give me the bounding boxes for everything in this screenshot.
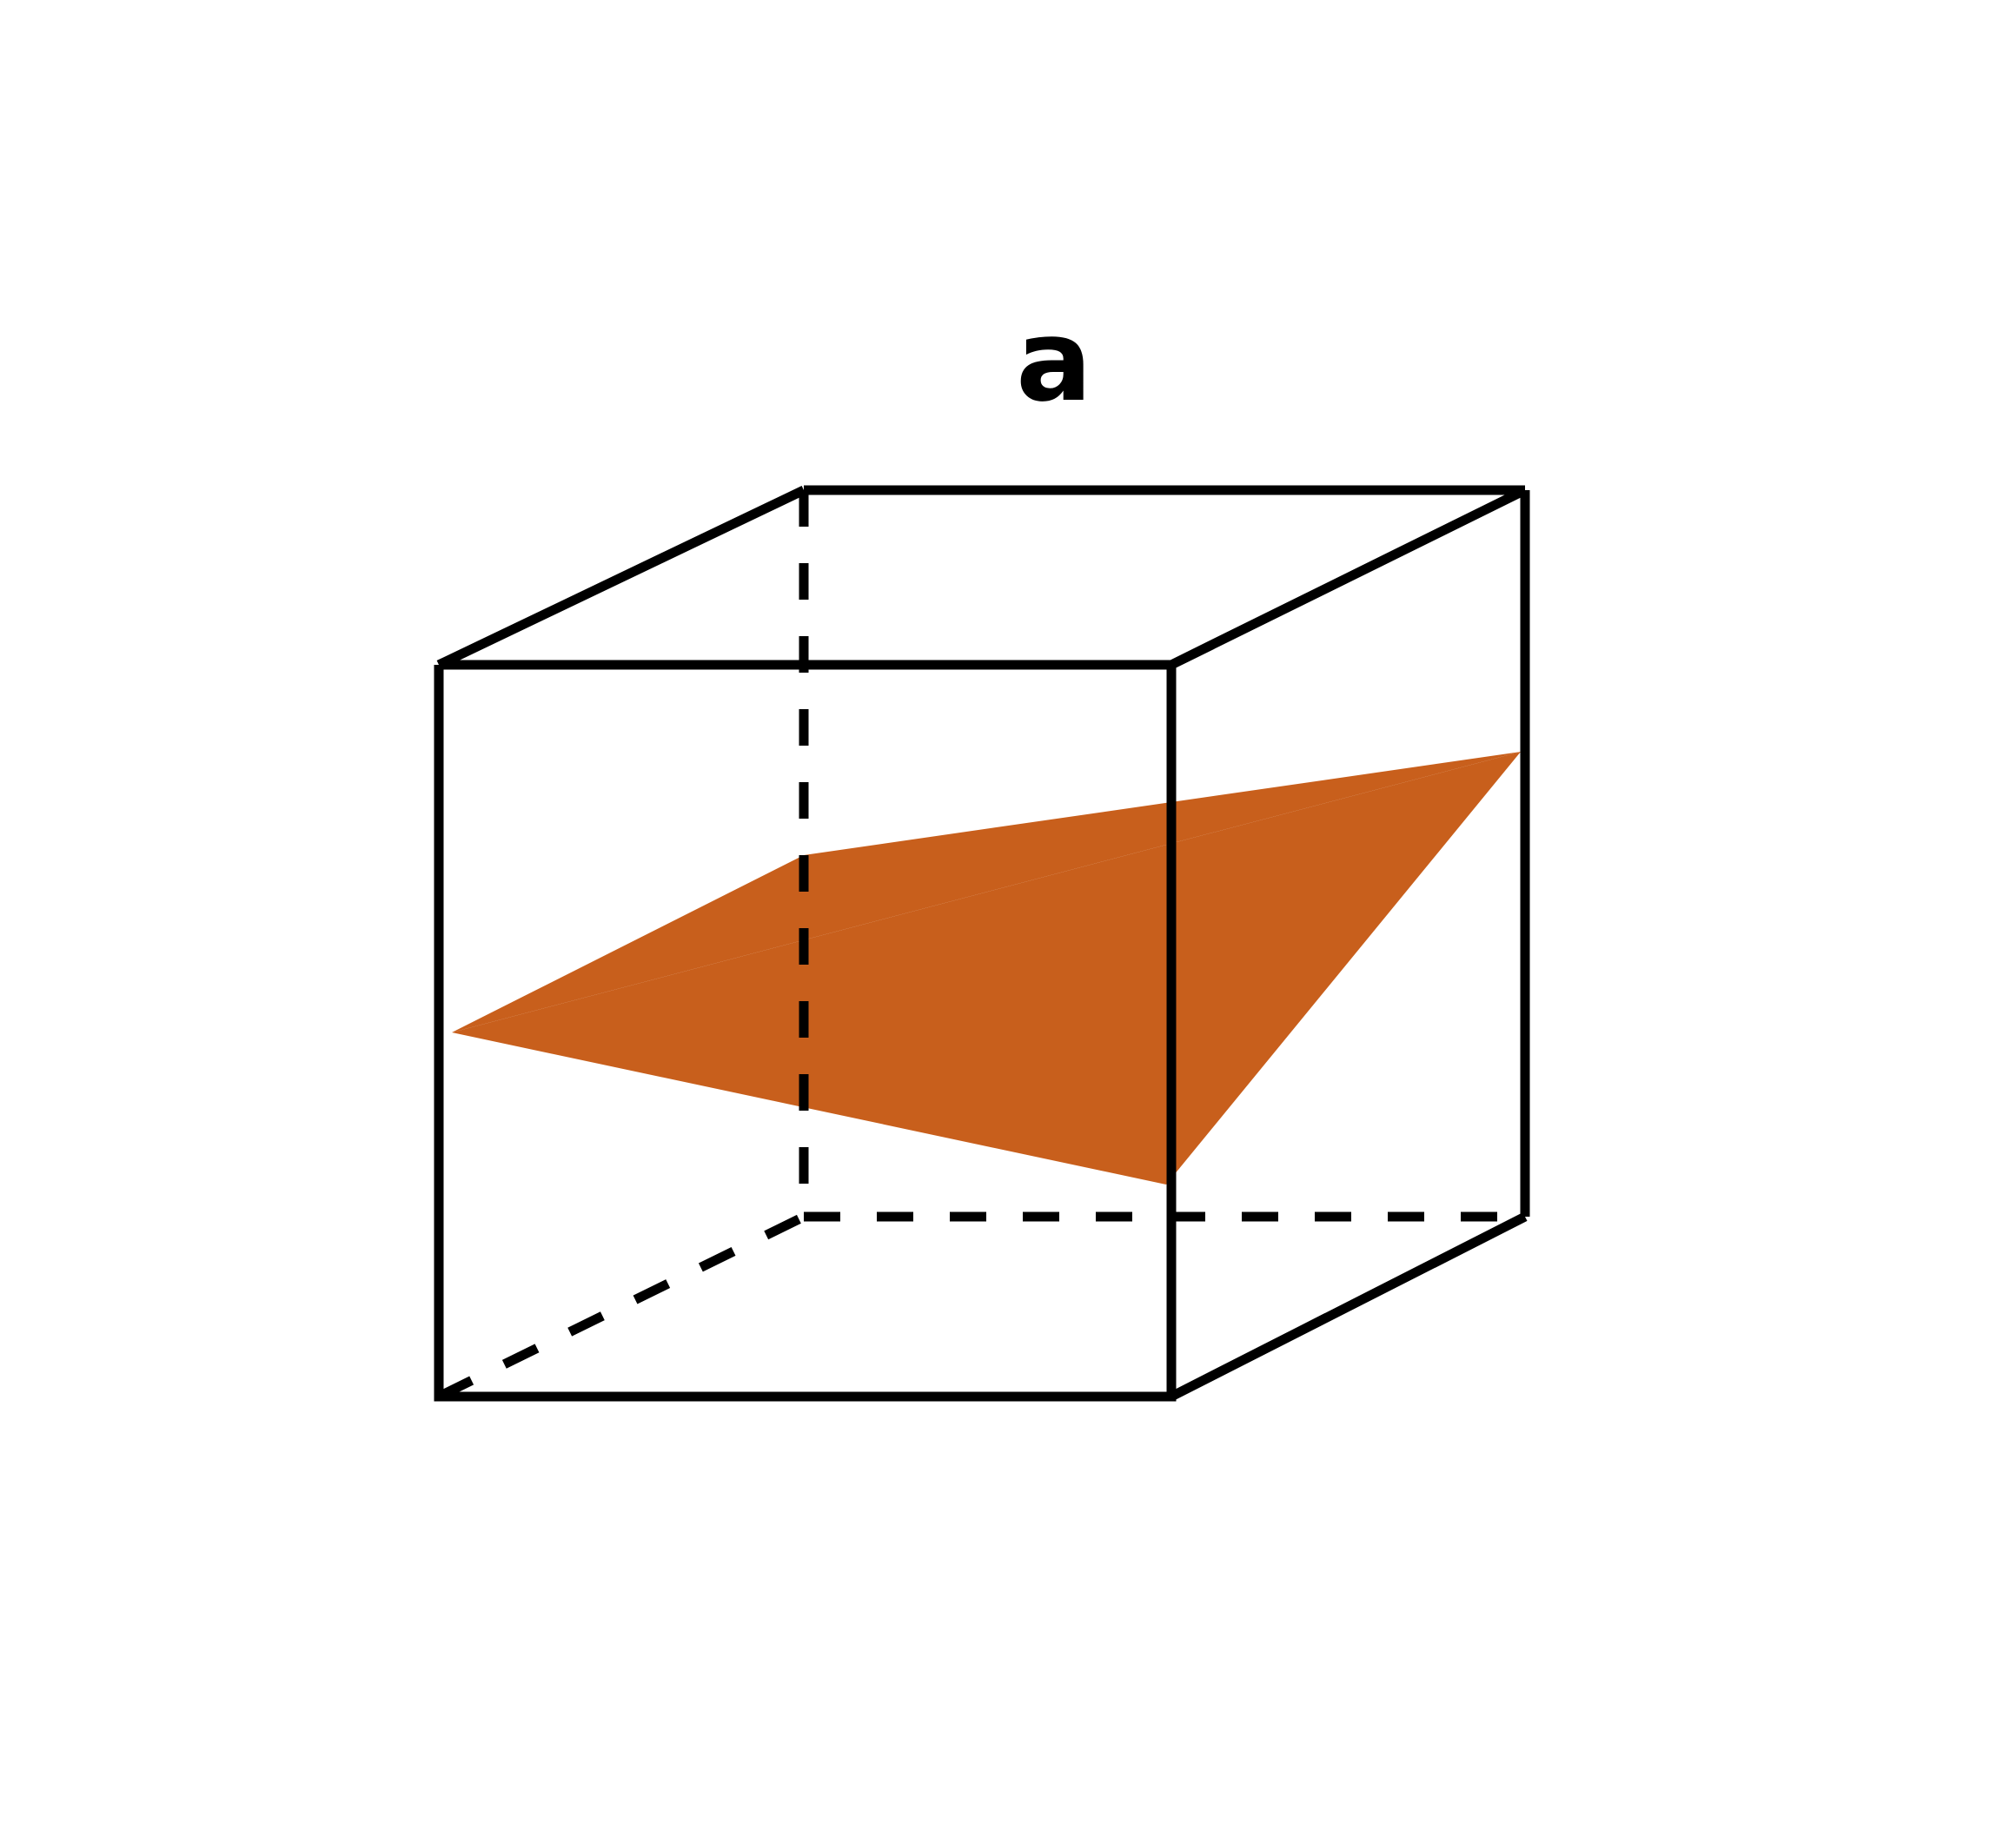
hidden-edge-back-left-depth bbox=[439, 1217, 804, 1397]
top-left-depth-edge bbox=[439, 490, 804, 665]
top-right-depth-edge bbox=[1171, 490, 1525, 665]
bottom-right-depth-edge bbox=[1171, 1217, 1525, 1397]
edge-label-a: a bbox=[1016, 295, 1092, 427]
